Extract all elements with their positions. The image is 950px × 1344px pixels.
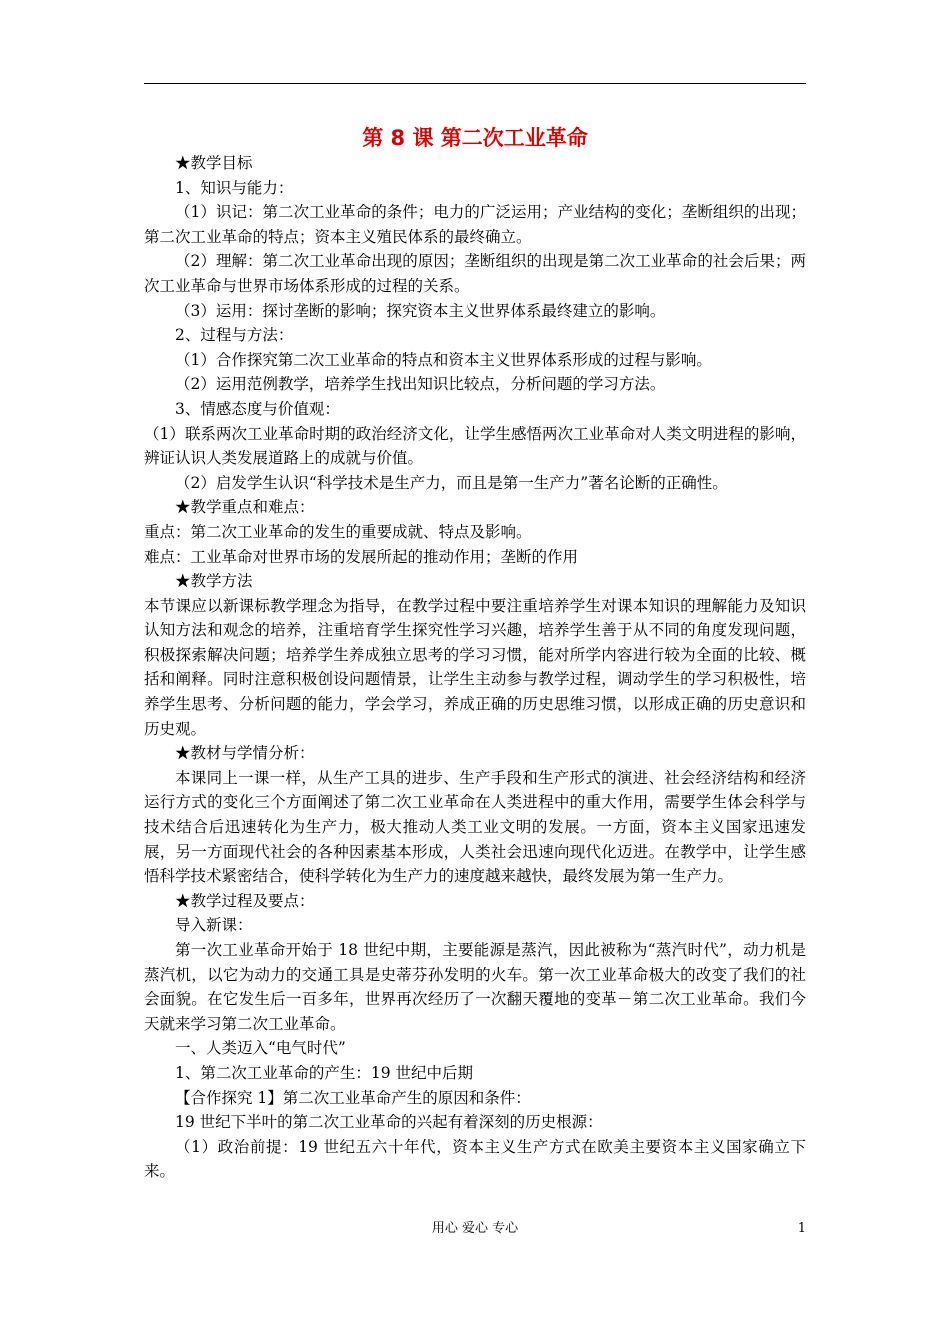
paragraph: 本课同上一课一样，从生产工具的进步、生产手段和生产形式的演进、社会经济结构和经济运行方式的变化三个方面阐述了第二次工业革命在人类进程中的重大作用，需要学生体会科学与技术结合后迅速转化为生产力，极大推动人类工业文明的发展。一方面，资本主义国家迅速发展，另一方面现代社会的各种因素基本形成，人类社会迅速向现代化迈进。在教学中，让学生感悟科学技术紧密结合，使科学转化为生产力的速度越来越快，最终发展为第一生产力。	[144, 768, 806, 886]
paragraph: 第一次工业革命开始于 18 世纪中期，主要能源是蒸汽，因此被称为“蒸汽时代”，动力机是蒸汽机，以它为动力的交通工具是史蒂芬孙发明的火车。第一次工业革命极大的改变了我们的社会面貌。在它发生后一百多年，世界再次经历了一次翻天覆地的变革－第二次工业革命。我们今天就来学习第二次工业革命。	[144, 941, 806, 1033]
paragraph: 19 世纪下半叶的第二次工业革命的兴起有着深刻的历史根源：	[175, 1113, 603, 1132]
paragraph: 2、过程与方法：	[175, 326, 294, 345]
section-heading-objectives: ★教学目标	[175, 154, 253, 172]
paragraph: 【合作探究 1】第二次工业革命产生的原因和条件：	[175, 1088, 531, 1107]
page-number: 1	[797, 1221, 806, 1236]
paragraph: 3、情感态度与价值观：	[175, 399, 340, 418]
paragraph: 1、知识与能力：	[175, 178, 294, 197]
section-heading-key-points: ★教学重点和难点：	[175, 498, 315, 517]
paragraph: （1）识记：第二次工业革命的条件；电力的广泛运用；产业结构的变化；垄断组织的出现；第二次工业革命的特点；资本主义殖民体系的最终确立。	[144, 203, 806, 246]
paragraph: （2）运用范例教学，培养学生找出知识比较点，分析问题的学习方法。	[175, 375, 666, 394]
section-heading-analysis: ★教材与学情分析：	[175, 744, 315, 763]
paragraph: （2）理解：第二次工业革命出现的原因；垄断组织的出现是第二次工业革命的社会后果；两次工业革命与世界市场体系形成的过程的关系。	[144, 252, 806, 295]
header-rule	[144, 83, 806, 84]
paragraph: （1）合作探究第二次工业革命的特点和资本主义世界体系形成的过程与影响。	[175, 350, 712, 369]
paragraph: 一、人类迈入“电气时代”	[175, 1039, 346, 1058]
paragraph: 难点：工业革命对世界市场的发展所起的推动作用；垄断的作用	[144, 547, 579, 566]
paragraph: （1）政治前提：19 世纪五六十年代，资本主义生产方式在欧美主要资本主义国家确立下来。	[144, 1137, 806, 1181]
paragraph: 1、第二次工业革命的产生：19 世纪中后期	[175, 1063, 474, 1082]
paragraph: 导入新课：	[175, 916, 253, 935]
section-heading-process: ★教学过程及要点：	[175, 891, 315, 910]
paragraph: （3）运用：探讨垄断的影响；探究资本主义世界体系最终建立的影响。	[175, 301, 666, 320]
section-heading-methods: ★教学方法	[175, 572, 253, 591]
paragraph: （2）启发学生认识“科学技术是生产力，而且是第一生产力”著名论断的正确性。	[175, 473, 728, 492]
lesson-title: 第 8 课 第二次工业革命	[362, 126, 588, 150]
paragraph: （1）联系两次工业革命时期的政治经济文化，让学生感悟两次工业革命对人类文明进程的影响，辨证认识人类发展道路上的成就与价值。	[144, 424, 806, 468]
document-body	[144, 151, 806, 1184]
paragraph: 本节课应以新课标教学理念为指导，在教学过程中要注重培养学生对课本知识的理解能力及知识认知方法和观念的培养，注重培育学生探究性学习兴趣，培养学生善于从不同的角度发现问题，积极探索解决问题；培养学生养成独立思考的学习习惯，能对所学内容进行较为全面的比较、概括和阐释。同时注意积极创设问题情景，让学生主动参与教学过程，调动学生的学习积极性，培养学生思考、分析问题的能力，学会学习，养成正确的历史思维习惯，以形成正确的历史意识和历史观。	[144, 596, 806, 738]
paragraph: 重点：第二次工业革命的发生的重要成就、特点及影响。	[144, 522, 532, 541]
footer-motto: 用心 爱心 专心	[431, 1221, 519, 1236]
